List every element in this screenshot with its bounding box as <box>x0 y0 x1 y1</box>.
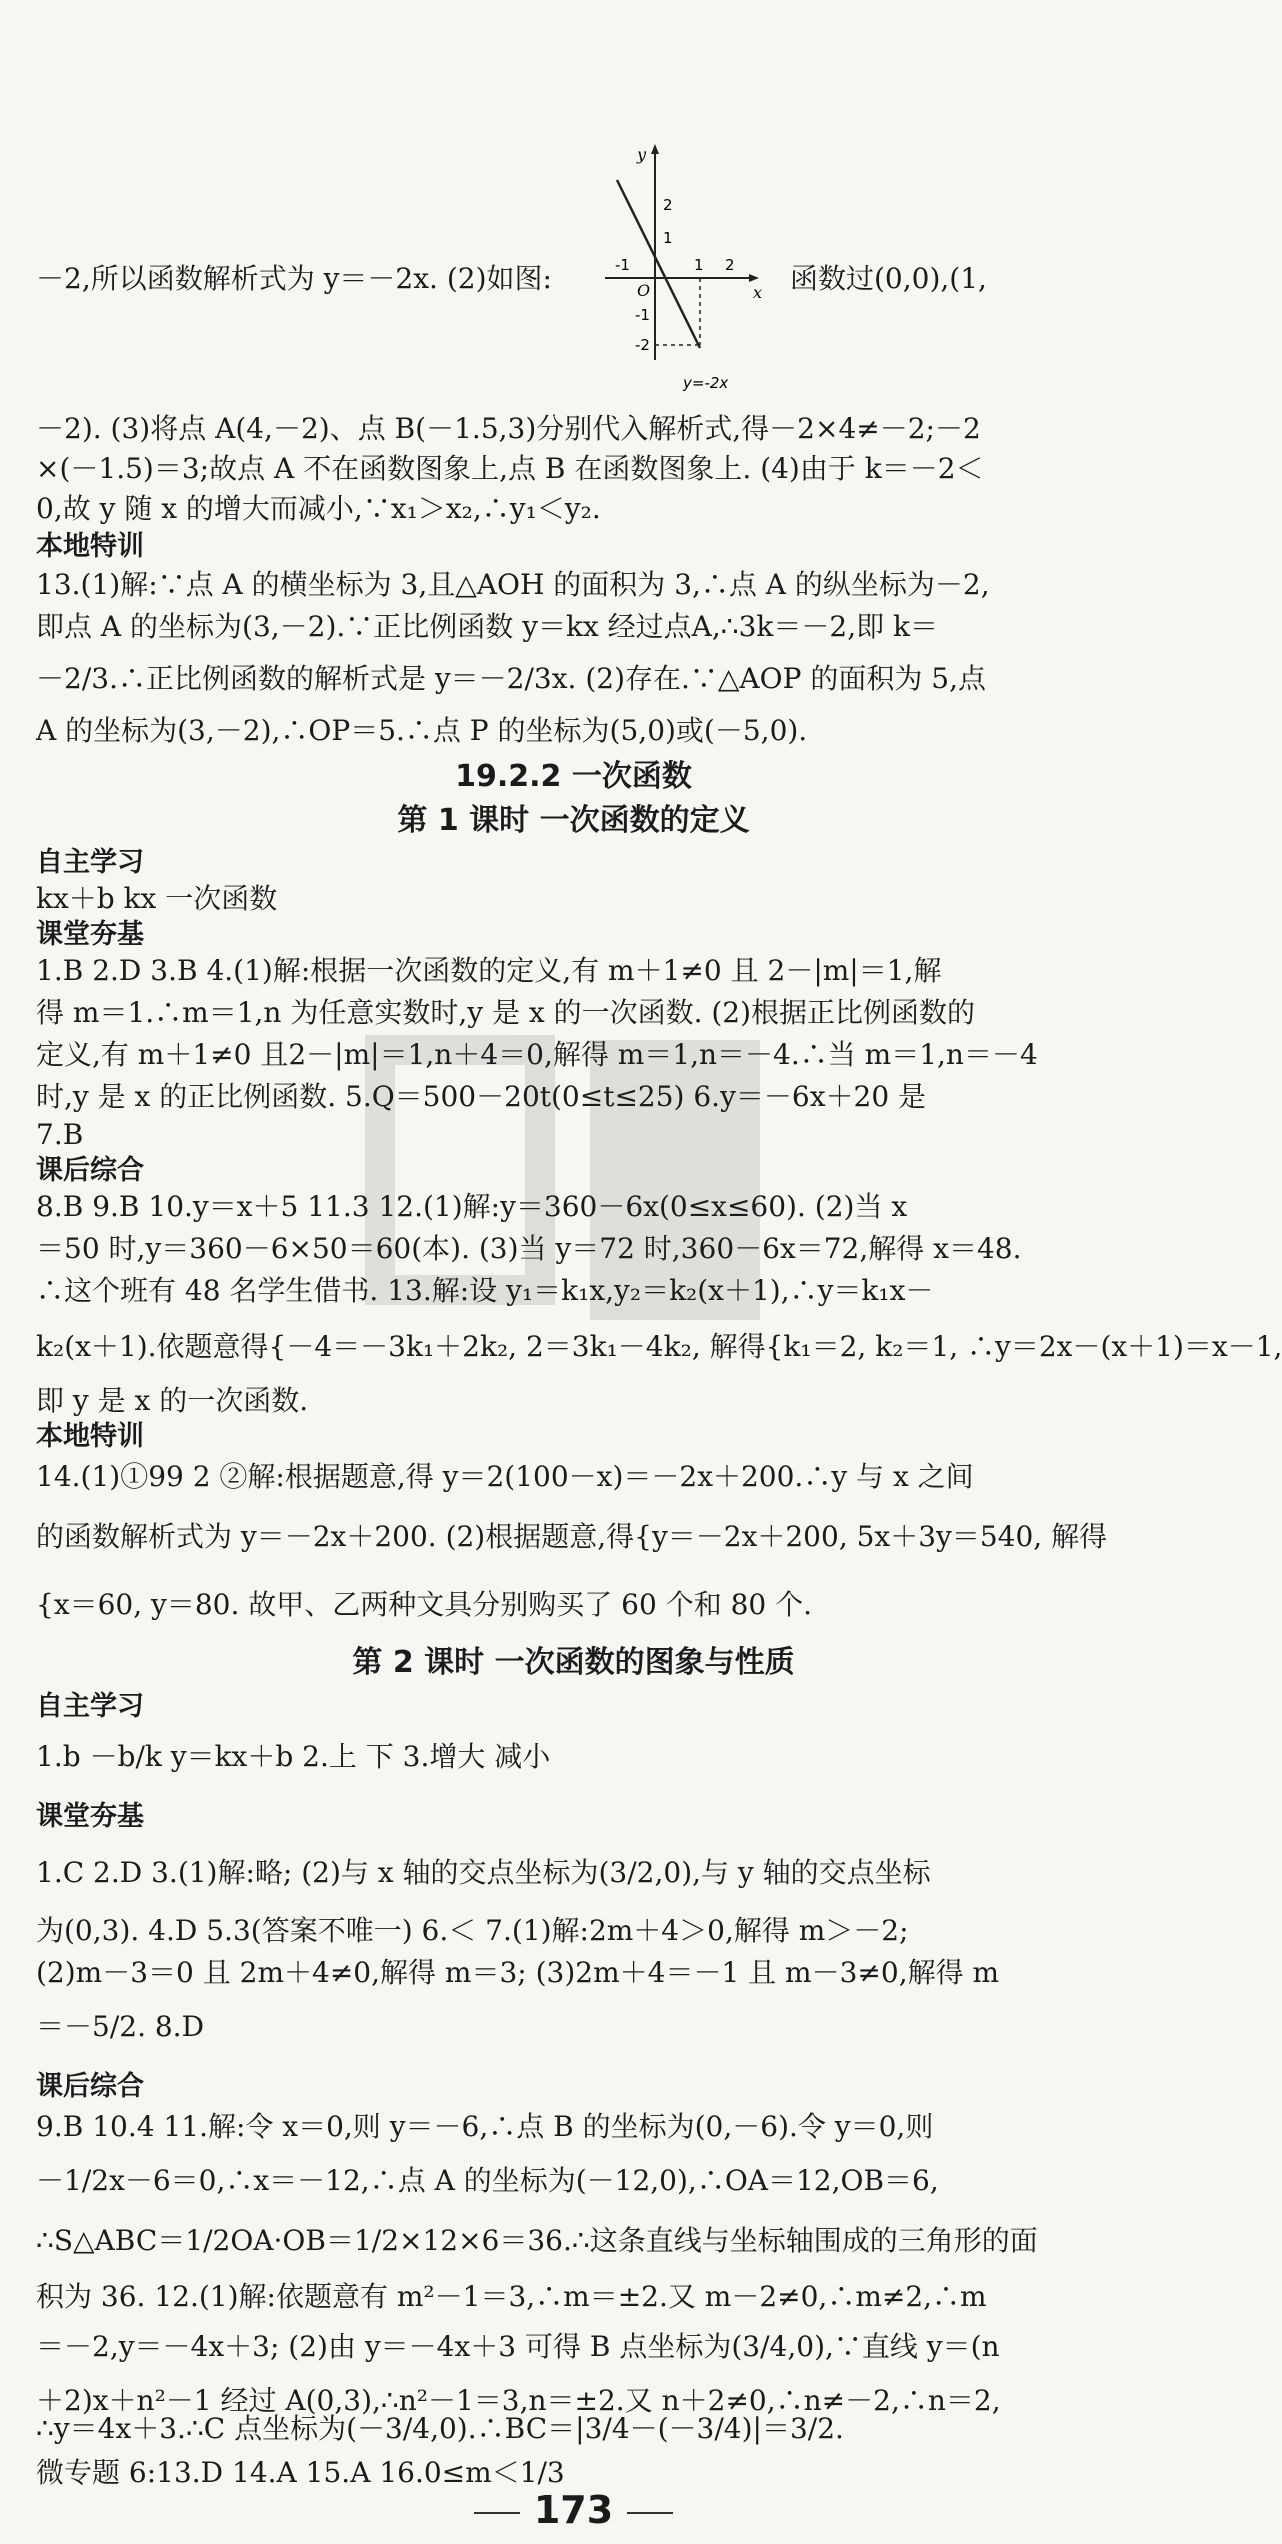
x-tick: -1 <box>615 256 630 274</box>
heading-after-class: 课后综合 <box>36 2071 144 2102</box>
text-line: －1/2x－6＝0,∴x＝－12,∴点 A 的坐标为(－12,0),∴OA＝12,OB＝6, <box>36 2164 939 2197</box>
heading-class-basics: 课堂夯基 <box>36 1801 144 1832</box>
heading-self-study: 自主学习 <box>36 1691 144 1722</box>
text-line: ×(－1.5)＝3;故点 A 不在函数图象上,点 B 在函数图象上. (4)由于 k＝－2＜ <box>36 452 984 485</box>
text-line: －2,所以函数解析式为 y＝－2x. (2)如图: <box>36 262 552 295</box>
text-line: kx＋b kx 一次函数 <box>36 882 278 915</box>
text-line: ＋2)x＋n²－1 经过 A(0,3),∴n²－1＝3,n＝±2.又 n＋2≠0,∴n≠－2,∴n＝2, <box>36 2384 1001 2417</box>
text-line: 积为 36. 12.(1)解:依题意有 m²－1＝3,∴m＝±2.又 m－2≠0,∴m≠2,∴m <box>36 2280 987 2313</box>
x-tick: 1 <box>694 256 704 274</box>
page-number: 173 <box>0 2488 1147 2532</box>
heading-local-training: 本地特训 <box>36 531 144 562</box>
text-line: 的函数解析式为 y＝－2x＋200. (2)根据题意,得{y＝－2x＋200, 5x＋3y＝540, 解得 <box>36 1520 1108 1553</box>
text-line: 1.C 2.D 3.(1)解:略; (2)与 x 轴的交点坐标为(3/2,0),与 y 轴的交点坐标 <box>36 1856 931 1889</box>
text-line: 8.B 9.B 10.y＝x＋5 11.3 12.(1)解:y＝360－6x(0≤x≤60). (2)当 x <box>36 1190 908 1223</box>
function-graph <box>585 140 785 400</box>
text-line: ＝－2,y＝－4x＋3; (2)由 y＝－4x＋3 可得 B 点坐标为(3/4,0),∵直线 y＝(n <box>36 2330 1000 2363</box>
text-line: ∴S△ABC＝1/2OA·OB＝1/2×12×6＝36.∴这条直线与坐标轴围成的三角形的面 <box>36 2224 1038 2257</box>
text-line: 得 m＝1.∴m＝1,n 为任意实数时,y 是 x 的一次函数. (2)根据正比例函数的 <box>36 996 976 1029</box>
text-line: －2). (3)将点 A(4,－2)、点 B(－1.5,3)分别代入解析式,得－2×4≠－2;－2 <box>36 412 981 445</box>
text-line: ∴y＝4x＋3.∴C 点坐标为(－3/4,0).∴BC＝|3/4－(－3/4)|＝3/2. <box>36 2412 844 2445</box>
text-line: 即点 A 的坐标为(3,－2).∵正比例函数 y＝kx 经过点A,∴3k＝－2,即 k＝ <box>36 610 938 643</box>
text-line: 为(0,3). 4.D 5.3(答案不唯一) 6.＜ 7.(1)解:2m＋4＞0,解得 m＞－2; <box>36 1914 909 1947</box>
text-line: 微专题 6:13.D 14.A 15.A 16.0≤m＜1/3 <box>36 2456 565 2489</box>
heading-after-class: 课后综合 <box>36 1155 144 1186</box>
x-axis-label: x <box>753 283 763 302</box>
text-line: ∴这个班有 48 名学生借书. 13.解:设 y₁＝k₁x,y₂＝k₂(x＋1),∴y＝k₁x－ <box>36 1274 934 1307</box>
heading-local-training: 本地特训 <box>36 1421 144 1452</box>
text-line: －2/3.∴正比例函数的解析式是 y＝－2/3x. (2)存在.∵△AOP 的面积为 5,点 <box>36 662 986 695</box>
text-line: (2)m－3＝0 且 2m＋4≠0,解得 m＝3; (3)2m＋4＝－1 且 m－3≠0,解得 m <box>36 1956 1000 1989</box>
text-line: 7.B <box>36 1118 84 1151</box>
y-tick: 1 <box>663 229 673 247</box>
y-tick: -1 <box>635 306 650 324</box>
x-tick: 2 <box>725 256 735 274</box>
section-title: 19.2.2 一次函数 <box>455 759 692 794</box>
text-line: 0,故 y 随 x 的增大而减小,∵x₁＞x₂,∴y₁＜y₂. <box>36 492 601 525</box>
text-line: k₂(x＋1).依题意得{－4＝－3k₁＋2k₂, 2＝3k₁－4k₂, 解得{k₁＝2, k₂＝1, ∴y＝2x－(x＋1)＝x－1, <box>36 1330 1282 1363</box>
text-line: 时,y 是 x 的正比例函数. 5.Q＝500－20t(0≤t≤25) 6.y＝－6x＋20 是 <box>36 1080 927 1113</box>
text-line: 13.(1)解:∵点 A 的横坐标为 3,且△AOH 的面积为 3,∴点 A 的纵坐标为－2, <box>36 568 990 601</box>
y-axis-label: y <box>637 145 647 164</box>
text-line: ＝50 时,y＝360－6×50＝60(本). (3)当 y＝72 时,360－6x＝72,解得 x＝48. <box>36 1232 1022 1265</box>
text-line: 1.B 2.D 3.B 4.(1)解:根据一次函数的定义,有 m＋1≠0 且 2－|m|＝1,解 <box>36 954 942 987</box>
text-line: 1.b －b/k y＝kx＋b 2.上 下 3.增大 减小 <box>36 1740 551 1773</box>
heading-class-basics: 课堂夯基 <box>36 919 144 950</box>
origin-label: O <box>637 281 651 300</box>
text-line: {x＝60, y＝80. 故甲、乙两种文具分别购买了 60 个和 80 个. <box>36 1588 813 1621</box>
text-line: 9.B 10.4 11.解:令 x＝0,则 y＝－6,∴点 B 的坐标为(0,－6).令 y＝0,则 <box>36 2110 934 2143</box>
line-label: y=-2x <box>683 374 729 392</box>
text-line: A 的坐标为(3,－2),∴OP＝5.∴点 P 的坐标为(5,0)或(－5,0). <box>36 714 808 747</box>
y-tick: -2 <box>635 336 650 354</box>
y-tick: 2 <box>663 196 673 214</box>
text-line: 14.(1)①99 2 ②解:根据题意,得 y＝2(100－x)＝－2x＋200.∴y 与 x 之间 <box>36 1460 974 1493</box>
text-line: 函数过(0,0),(1, <box>790 262 987 295</box>
text-line: 即 y 是 x 的一次函数. <box>36 1384 309 1417</box>
text-line: ＝－5/2. 8.D <box>36 2010 205 2043</box>
lesson-title: 第 1 课时 一次函数的定义 <box>397 803 750 838</box>
lesson-title: 第 2 课时 一次函数的图象与性质 <box>352 1645 795 1680</box>
heading-self-study: 自主学习 <box>36 847 144 878</box>
text-line: 定义,有 m＋1≠0 且2－|m|＝1,n＋4＝0,解得 m＝1,n＝－4.∴当 m＝1,n＝－4 <box>36 1038 1038 1071</box>
